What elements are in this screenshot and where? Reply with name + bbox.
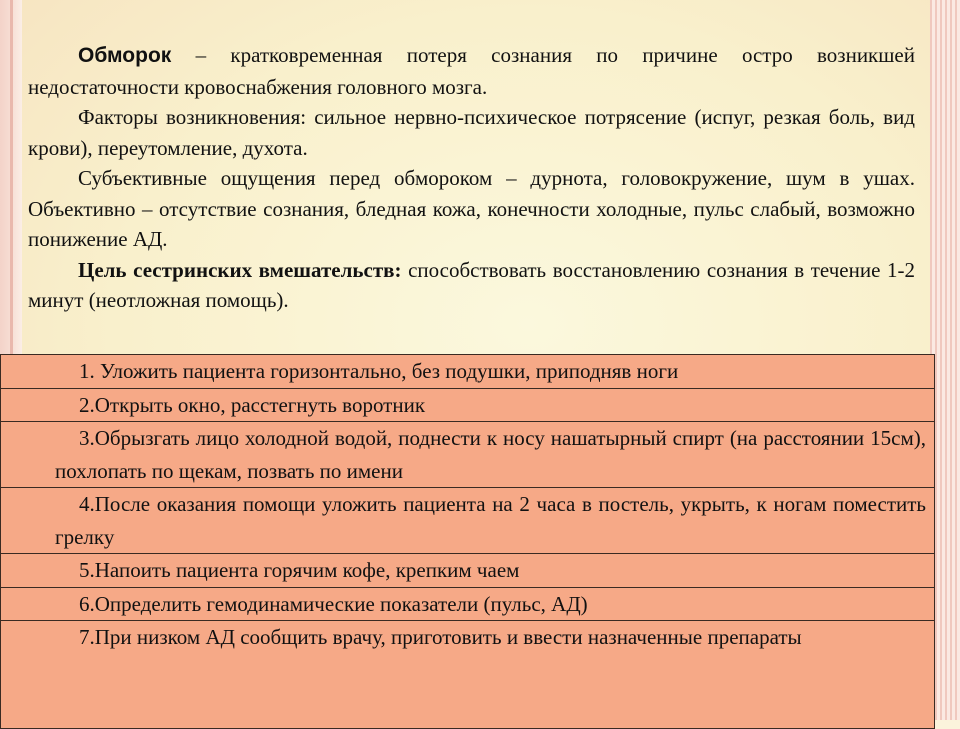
step-cell: 4.После оказания помощи уложить пациента на 2 часа в постель, укрыть, к ногам поместить грелку [1,488,935,554]
intro-text [28,40,915,316]
step-cell: 2.Открыть окно, расстегнуть воротник [1,388,935,422]
steps-table [0,354,935,729]
table-row [1,388,935,422]
table-row [1,422,935,488]
table-row [1,621,935,729]
symptoms-paragraph: Субъективные ощущения перед обмороком – дурнота, головокружение, шум в ушах. Объективно – отсутствие сознания, бледная кожа, конечности холодные, пульс слабый, возможно понижение АД. [28,166,915,251]
step-cell: 1. Уложить пациента горизонтально, без подушки, приподняв ноги [1,355,935,389]
definition-text: – кратковременная потеря сознания по причине остро возникшей недостаточности кровоснабжения головного мозга. [28,43,915,99]
goal-text: способствовать восстановлению сознания в течение 1-2 минут (неотложная помощь). [28,257,915,312]
term-heading: Обморок [78,44,172,67]
step-cell: 5.Напоить пациента горячим кофе, крепким чаем [1,554,935,588]
goal-paragraph [28,255,915,316]
step-cell: 3.Обрызгать лицо холодной водой, поднести к носу нашатырный спирт (на расстоянии 15см), похлопать по щекам, позвать по имени [1,422,935,488]
definition-paragraph [28,40,915,102]
table-row [1,488,935,554]
factors-paragraph: Факторы возникновения: сильное нервно-психическое потрясение (испуг, резкая боль, вид крови), переутомление, духота. [28,105,915,160]
goal-label: Цель сестринских вмешательств: [78,257,402,282]
step-cell: 6.Определить гемодинамические показатели (пульс, АД) [1,587,935,621]
table-row [1,355,935,389]
table-row [1,554,935,588]
table-row [1,587,935,621]
step-cell: 7.При низком АД сообщить врачу, приготовить и ввести назначенные препараты [1,621,935,729]
